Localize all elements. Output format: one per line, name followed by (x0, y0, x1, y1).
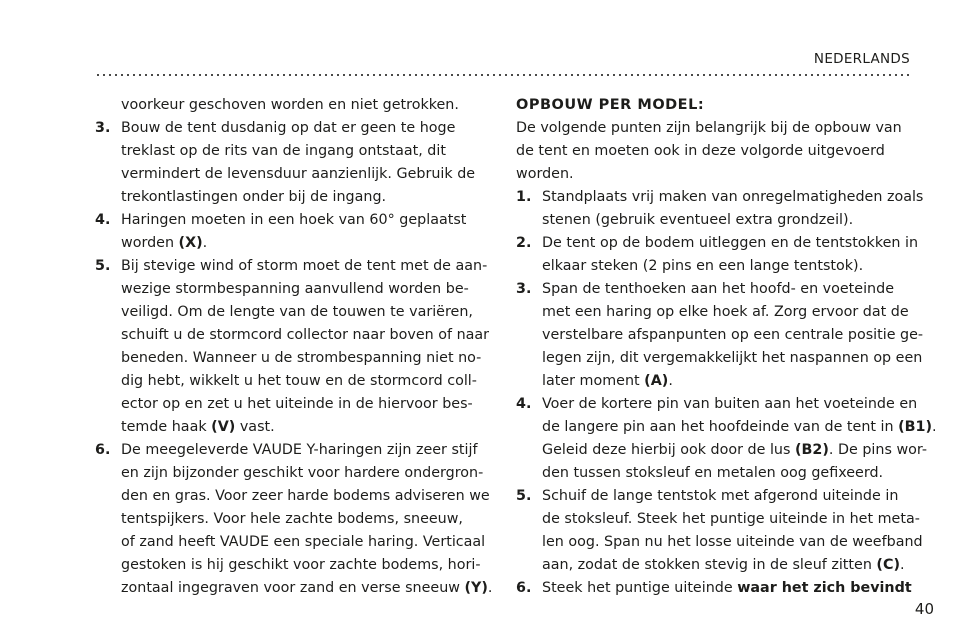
text-line: veiligd. Om de lengte van de touwen te variëren, (121, 304, 473, 320)
text-line: legen zijn, dit vergemakkelijkt het naspannen op een (542, 350, 923, 366)
text-line: later moment (A). (542, 373, 673, 389)
step-item-6 (516, 577, 922, 600)
figure-ref: (B1) (898, 419, 933, 435)
list-item-4 (95, 209, 487, 255)
text-line: worden (X). (121, 235, 208, 251)
item-number: 4. (516, 396, 532, 412)
text-line: Standplaats vrij maken van onregelmatigheden zoals (542, 189, 924, 205)
text-line: den en gras. Voor zeer harde bodems adviseren we (121, 488, 490, 504)
step-item-5 (516, 485, 922, 577)
text-line: zontaal ingegraven voor zand en verse sneeuw (Y). (121, 580, 493, 596)
text-line: De tent op de bodem uitleggen en de tentstokken in (542, 235, 919, 251)
continuation-text: voorkeur geschoven worden en niet getrokken. (121, 97, 459, 113)
header-language: NEDERLANDS (813, 51, 910, 67)
text-line: den tussen stoksleuf en metalen oog gefixeerd. (542, 465, 884, 481)
text-line: Span de tenthoeken aan het hoofd- en voeteinde (542, 281, 894, 297)
text-line: temde haak (V) vast. (121, 419, 275, 435)
step-item-4 (516, 393, 937, 485)
step-item-3 (516, 278, 922, 393)
text-line: wezige stormbespanning aanvullend worden be- (121, 281, 469, 297)
item-number: 6. (95, 442, 111, 458)
left-column (95, 94, 493, 600)
text-line: elkaar steken (2 pins en een lange tentstok). (542, 258, 864, 274)
text-line: of zand heeft VAUDE een speciale haring. Verticaal (121, 534, 486, 550)
list-item-6 (95, 439, 493, 600)
list-item-5 (95, 255, 490, 439)
figure-ref: (B2) (794, 442, 829, 458)
intro-line: worden. (516, 166, 574, 182)
text-line: len oog. Span nu het losse uiteinde van de weefband (542, 534, 923, 550)
text-line: verstelbare afspanpunten op een centrale positie ge- (542, 327, 924, 343)
text-line: tentspijkers. Voor hele zachte bodems, sneeuw, (121, 511, 463, 527)
item-number: 6. (516, 580, 532, 596)
text-line: treklast op de rits van de ingang ontstaat, dit (121, 143, 446, 159)
text-line: Steek het puntige uiteinde waar het zich bevindt (542, 580, 912, 596)
text-line: Bouw de tent dusdanig op dat er geen te hoge (121, 120, 456, 136)
step-item-1 (516, 186, 922, 232)
step-item-2 (516, 232, 922, 278)
text-line: Geleid deze hierbij ook door de lus (B2). De pins wor- (542, 442, 928, 458)
text-line: aan, zodat de stokken stevig in de sleuf zitten (C). (542, 557, 905, 573)
text-line: Haringen moeten in een hoek van 60° geplaatst (121, 212, 467, 228)
dotted-divider (95, 74, 910, 76)
item-number: 3. (95, 120, 111, 136)
item-number: 1. (516, 189, 532, 205)
text-line: gestoken is hij geschikt voor zachte bodems, hori- (121, 557, 481, 573)
text-line: stenen (gebruik eventueel extra grondzeil). (542, 212, 854, 228)
page-number: 40 (914, 600, 934, 618)
right-column (516, 94, 937, 600)
figure-ref: (C) (876, 557, 900, 573)
text-line: Bij stevige wind of storm moet de tent met de aan- (121, 258, 488, 274)
section-heading: OPBOUW PER MODEL: (516, 97, 705, 113)
figure-ref: (A) (644, 373, 669, 389)
text-line: vermindert de levensduur aanzienlijk. Gebruik de (121, 166, 476, 182)
item-number: 5. (516, 488, 532, 504)
text-line: de langere pin aan het hoofdeinde van de tent in (B1). (542, 419, 937, 435)
item-number: 2. (516, 235, 532, 251)
text-line: schuift u de stormcord collector naar boven of naar (121, 327, 490, 343)
text-line: beneden. Wanneer u de strombespanning niet no- (121, 350, 482, 366)
text-line: De meegeleverde VAUDE Y-haringen zijn zeer stijf (121, 442, 478, 458)
text-line: Schuif de lange tentstok met afgerond uiteinde in (542, 488, 899, 504)
intro-line: De volgende punten zijn belangrijk bij de opbouw van (516, 120, 902, 136)
text-line: trekontlastingen onder bij de ingang. (121, 189, 387, 205)
intro-line: de tent en moeten ook in deze volgorde uitgevoerd (516, 143, 885, 159)
item-number: 3. (516, 281, 532, 297)
bold-phrase: waar het zich bevindt (737, 580, 912, 596)
figure-ref: (X) (178, 235, 203, 251)
text-line: Voer de kortere pin van buiten aan het voeteinde en (542, 396, 918, 412)
item-number: 5. (95, 258, 111, 274)
list-item-3 (95, 117, 487, 209)
text-line: de stoksleuf. Steek het puntige uiteinde in het meta- (542, 511, 920, 527)
figure-ref: (Y) (464, 580, 488, 596)
item-number: 4. (95, 212, 111, 228)
text-line: en zijn bijzonder geschikt voor hardere ondergron- (121, 465, 484, 481)
text-line: met een haring op elke hoek af. Zorg ervoor dat de (542, 304, 909, 320)
figure-ref: (V) (211, 419, 236, 435)
text-line: ector op en zet u het uiteinde in de hiervoor bes- (121, 396, 473, 412)
text-line: dig hebt, wikkelt u het touw en de stormcord coll- (121, 373, 477, 389)
